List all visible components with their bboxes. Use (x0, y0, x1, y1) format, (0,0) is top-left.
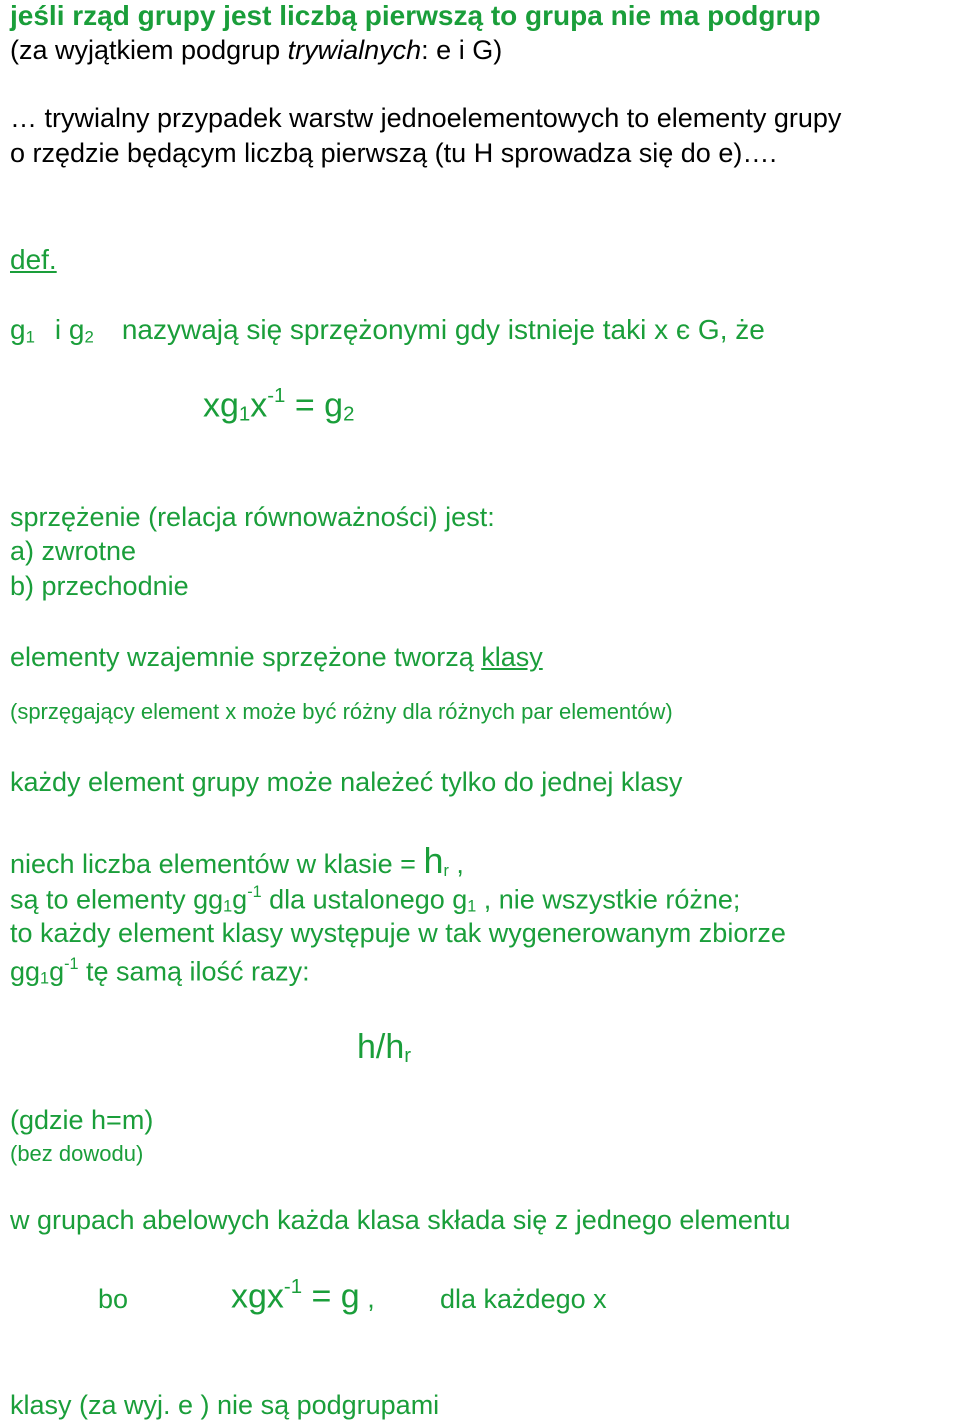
where-h-m: (gdzie h=m) (10, 1105, 154, 1135)
same-count-sup-minus1: -1 (64, 955, 79, 973)
classes-note: (sprzęgający element x może być różny dla różnych par elementów) (10, 699, 673, 724)
ratio-h-hr (357, 1028, 411, 1068)
abelian-xgx: xgx (231, 1277, 284, 1316)
def-g2-sub: 2 (84, 327, 94, 347)
intro-line-2c: : e i G) (421, 35, 503, 65)
def-rest: nazywają się sprzężonymi gdy istnieje taki x є G, że (121, 314, 765, 345)
intro-trivial: trywialnych (287, 35, 422, 65)
formula-x: x (250, 386, 268, 425)
props-title: sprzężenie (relacja równoważności) jest: (10, 502, 495, 532)
def-label: def. (10, 244, 57, 275)
ratio-text: h/h (357, 1028, 405, 1066)
intro-line-4: o rzędzie będącym liczbą pierwszą (tu H sprowadza się do e)…. (10, 138, 777, 168)
intro-line-1: jeśli rząd grupy jest liczbą pierwszą to grupa nie ma podgrup (10, 0, 821, 31)
same-count-text: tę samą ilość razy: (78, 956, 310, 987)
same-count-g: g (49, 956, 65, 987)
formula-xg: xg (203, 386, 239, 425)
elements-sup-minus1: -1 (247, 883, 262, 901)
intro-line-2a: (za wyjątkiem podgrup (10, 35, 288, 65)
abelian-sup-minus1: -1 (283, 1276, 303, 1298)
no-proof: (bez dowodu) (10, 1141, 144, 1166)
props-a: a) zwrotne (10, 536, 137, 566)
def-formula (203, 385, 354, 426)
let-count-line (10, 840, 464, 882)
same-count-sub-1: 1 (40, 969, 50, 988)
ratio-sub-r: r (404, 1045, 412, 1068)
formula-eq-g: = g (285, 386, 344, 425)
def-g1: g (10, 314, 26, 345)
each-element-line: każdy element grupy może należeć tylko do jednej klasy (10, 767, 683, 797)
formula-sup-minus1: -1 (267, 385, 286, 407)
abelian-eq-g: = g (302, 1277, 360, 1316)
def-g1-sub: 1 (25, 327, 35, 347)
let-count-text: niech liczba elementów w klasie = (10, 849, 424, 879)
classes-text: elementy wzajemnie sprzężone tworzą (10, 642, 482, 672)
same-count-line (10, 955, 310, 989)
abelian-each-x: dla każdego x (440, 1284, 607, 1314)
elements-text: są to elementy gg (10, 884, 224, 915)
elements-fixed-g: dla ustalonego g (261, 884, 468, 915)
let-count-r: r (443, 862, 449, 881)
abelian-formula (231, 1276, 375, 1316)
let-count-comma: , (448, 849, 464, 879)
abelian-line: w grupach abelowych każda klasa składa się z jednego elementu (10, 1205, 791, 1235)
final-line: klasy (za wyj. e ) nie są podgrupami (10, 1390, 440, 1420)
classes-link: klasy (481, 642, 543, 672)
def-and-g2: i g (54, 314, 85, 345)
elements-sub-1: 1 (223, 897, 233, 916)
elements-g: g (232, 884, 248, 915)
each-occurs-line: to każdy element klasy występuje w tak wygenerowanym zbiorze (10, 918, 786, 948)
props-b: b) przechodnie (10, 571, 189, 601)
elements-not-all-different: , nie wszystkie różne; (476, 884, 741, 915)
intro-line-2 (10, 35, 502, 66)
def-g-statement (10, 314, 765, 347)
let-count-h: h (423, 840, 444, 881)
elements-line (10, 883, 740, 917)
abelian-bo: bo (98, 1284, 129, 1314)
formula-sub-2: 2 (343, 403, 355, 426)
classes-line (10, 642, 543, 673)
abelian-comma: , (359, 1283, 375, 1314)
elements-sub-1b: 1 (467, 897, 477, 916)
same-count-gg: gg (10, 956, 41, 987)
formula-sub-1: 1 (238, 403, 251, 426)
intro-line-3: … trywialny przypadek warstw jednoelementowych to elementy grupy (10, 103, 842, 133)
